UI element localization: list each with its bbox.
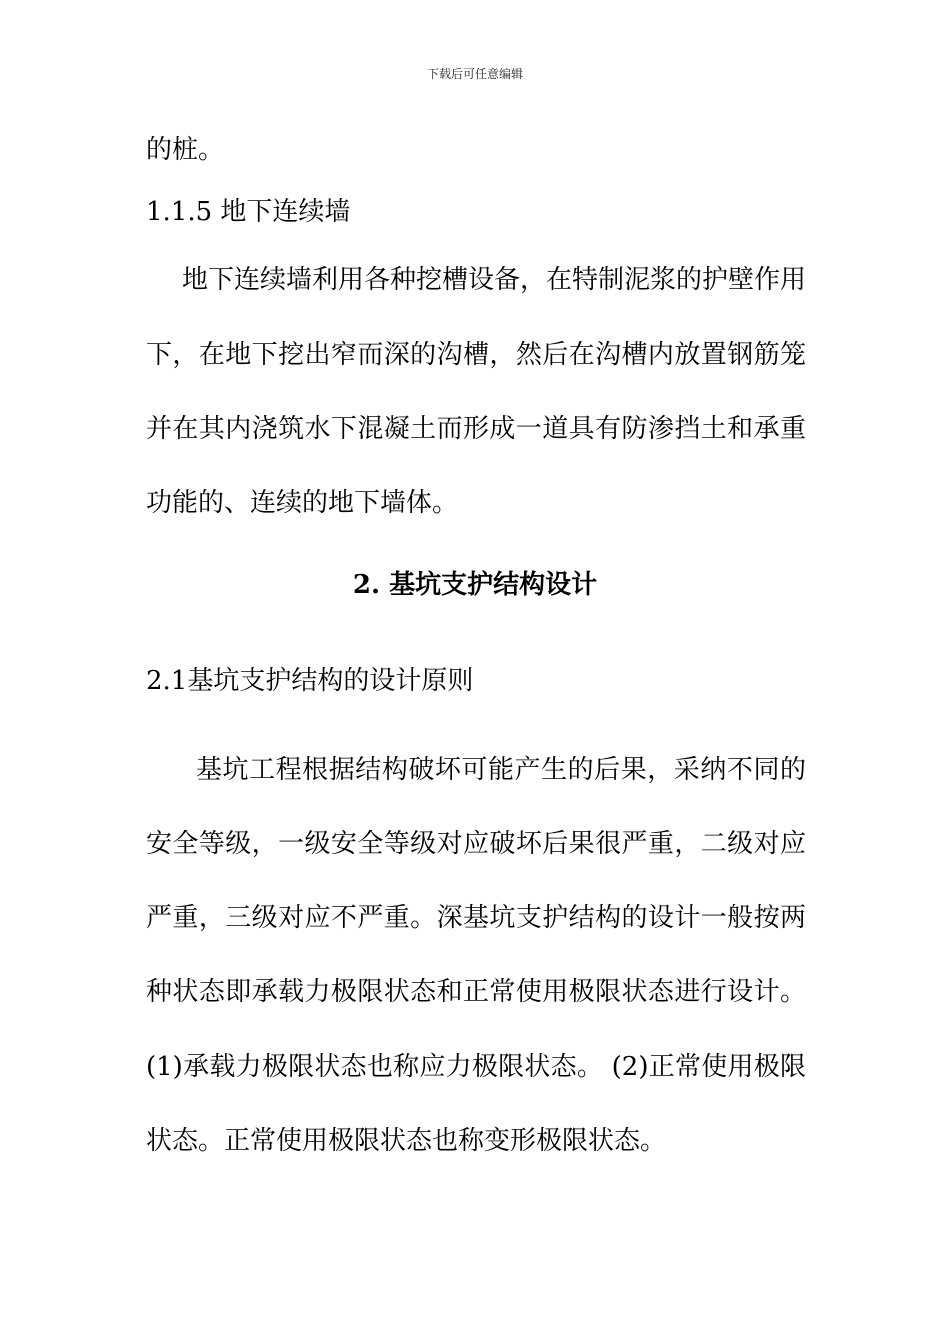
paragraph-line: 功能的、连续的地下墙体。 xyxy=(146,488,459,518)
paragraph-line: 种状态即承载力极限状态和正常使用极限状态进行设计。 xyxy=(146,977,806,1007)
paragraph-line: 基坑工程根据结构破坏可能产生的后果，采纳不同的 xyxy=(196,755,806,785)
subsection-heading: 2.1基坑支护结构的设计原则 xyxy=(146,666,474,696)
page-header: 下载后可任意编辑 xyxy=(426,67,523,81)
paragraph-line: (1)承载力极限状态也称应力极限状态。 (2)正常使用极限 xyxy=(146,1052,806,1082)
paragraph-line: 下，在地下挖出窄而深的沟槽，然后在沟槽内放置钢筋笼 xyxy=(146,340,806,370)
paragraph-line: 地下连续墙利用各种挖槽设备，在特制泥浆的护壁作用 xyxy=(182,265,806,295)
paragraph-line: 并在其内浇筑水下混凝土而形成一道具有防渗挡土和承重 xyxy=(146,414,806,444)
paragraph-line: 状态。正常使用极限状态也称变形极限状态。 xyxy=(146,1126,667,1156)
paragraph-line: 严重，三级对应不严重。深基坑支护结构的设计一般按两 xyxy=(146,903,806,933)
text-line: 的桩。 xyxy=(146,135,225,165)
paragraph-line: 安全等级，一级安全等级对应破坏后果很严重，二级对应 xyxy=(146,829,806,859)
subsection-heading: 1.1.5 地下连续墙 xyxy=(146,197,351,227)
section-title: 2. 基坑支护结构设计 xyxy=(352,570,598,600)
